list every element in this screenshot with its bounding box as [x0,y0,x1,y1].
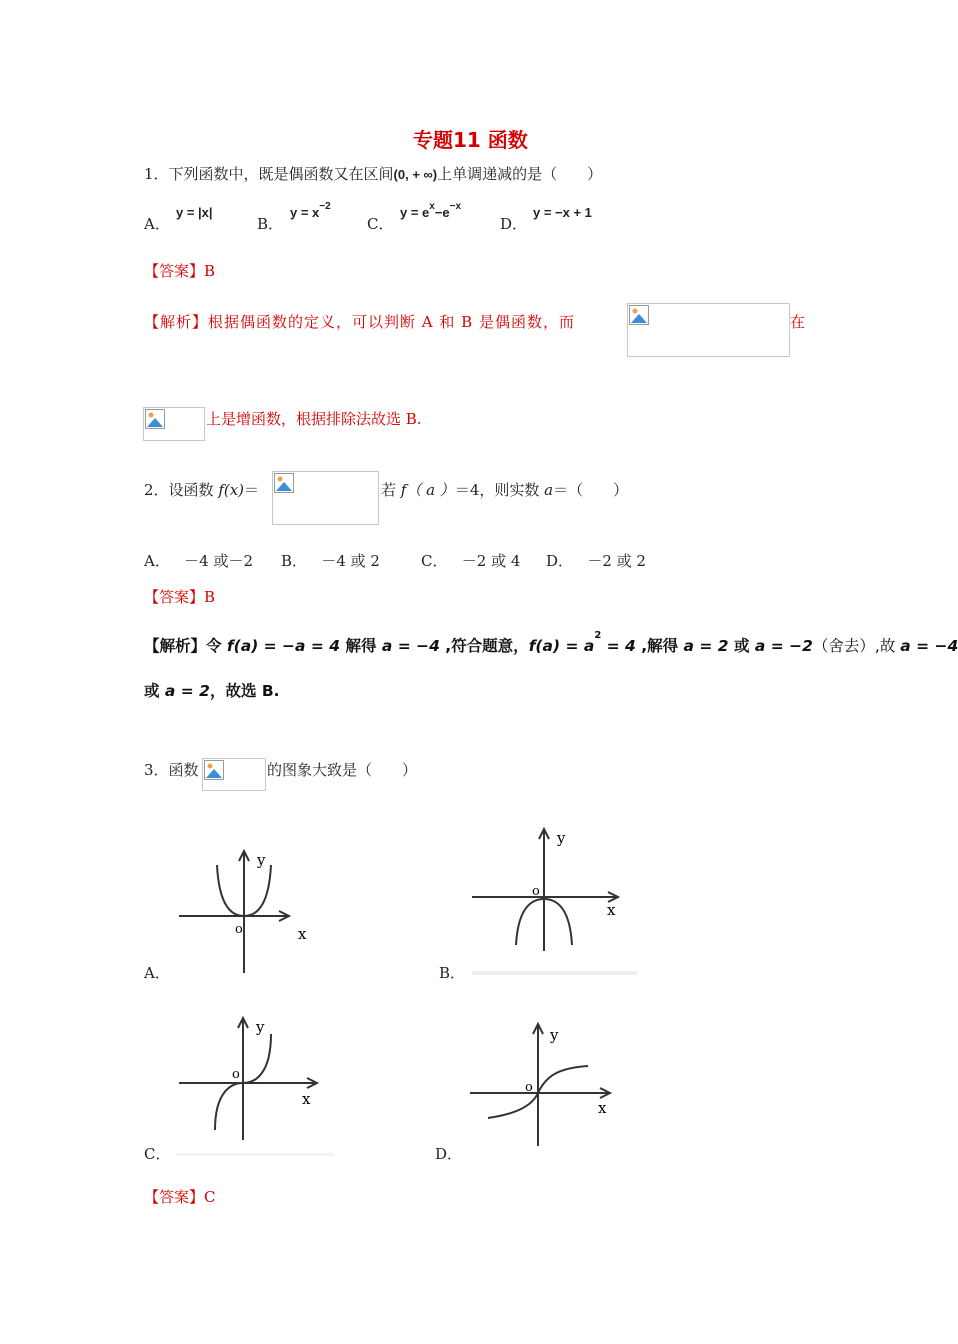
q2-stem-right: 若 f（ a ）＝4，则实数 a＝（ ） [381,481,629,499]
q1-analysis-line1: 【解析】根据偶函数的定义，可以判断 A 和 B 是偶函数，而 [144,313,575,331]
q2-option-d: D． －2 或 2 [546,552,646,570]
q3-option-a-letter: A． [144,964,170,982]
q2-analysis-line1: 【解析】令 f(a) = −a = 4 解得 a = −4 ,符合题意，$f(a) = a^2 = 4$ ,解得 a = 2 或 a = −2（舍去）,故 a = −4 [144,630,958,655]
q2-answer: 【答案】B [144,588,216,606]
q1-stem-pre: 1．下列函数中，既是偶函数又在区间 [144,165,394,183]
q1-option-d-formula: y = −x + 1 [533,205,592,220]
graph-d [466,1018,626,1148]
q2-option-c: C． －2 或 4 [421,552,521,570]
svg-text:y: y [256,1018,265,1036]
q1-analysis-zai: 在 [790,313,806,331]
q3-stem-pre: 3．函数 [144,761,199,779]
graph-x-label: x [298,925,307,943]
q1-option-c-formula: $y = e^x-e^{-x}$ [400,201,462,220]
q3-answer: 【答案】C [144,1188,216,1206]
broken-image-placeholder [202,758,266,791]
q1-interval: (0, + ∞) [393,167,438,182]
q1-option-d-letter: D． [500,215,528,233]
svg-text:x: x [607,901,616,919]
broken-image-placeholder [627,303,790,357]
svg-text:x: x [598,1099,607,1117]
q2-analysis-line2: 或 a = 2，故选 B. [144,682,280,700]
svg-text:x: x [302,1090,311,1108]
q1-option-b-formula: $y = x^{-2}$ [290,201,331,220]
broken-image-icon [274,473,294,493]
graph-c [175,1012,325,1144]
image-strip [472,971,637,975]
q3-stem-post: 的图象大致是（ ） [267,761,418,779]
graph-b [468,825,628,955]
broken-image-placeholder [272,471,379,525]
broken-image-placeholder [143,407,205,441]
page-title: 专题11 函数 [413,128,528,152]
broken-image-icon [204,760,224,780]
q1-option-a-letter: A． [144,215,170,233]
graph-origin-label: o [235,922,243,937]
broken-image-icon [145,409,165,429]
svg-text:y: y [550,1026,559,1044]
q1-option-b-letter: B． [257,215,284,233]
q1-option-a-formula: y = |x| [176,205,213,220]
q1-stem-post: 上单调递减的是（ ） [437,165,603,183]
image-strip [176,1153,334,1156]
q1-analysis-line2: 上是增函数，根据排除法故选 B. [206,410,422,428]
q1-option-c-letter: C． [367,215,394,233]
svg-text:y: y [557,829,566,847]
svg-text:o: o [525,1080,533,1095]
q1-stem [144,163,602,184]
graph-y-label: y [257,851,266,869]
q3-option-d-letter: D． [435,1145,463,1163]
q3-option-c-letter: C． [144,1145,171,1163]
q2-option-b: B． －4 或 2 [281,552,380,570]
svg-text:o: o [532,884,540,899]
q2-option-a: A． －4 或－2 [144,552,254,570]
q2-stem-left: 2．设函数 f(x)＝ [144,481,260,499]
broken-image-icon [629,305,649,325]
q3-option-b-letter: B． [439,964,466,982]
svg-text:o: o [232,1067,240,1082]
q1-answer: 【答案】B [144,262,216,280]
graph-a [175,845,325,980]
